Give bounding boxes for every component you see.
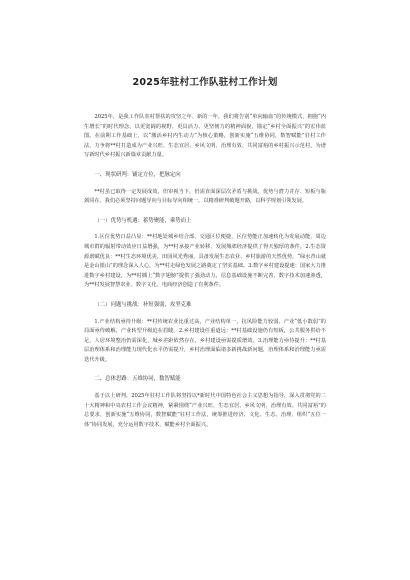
section-2-paragraph: 基于以上研判，2025年驻村工作队将坚持以*新时代中国特色社会主义思想为指导，深入贯彻党的二十大精神和中央农村工作会议精神，紧紧围绕“产业兴旺、生态宜居、乡风文明、治理有效、共同富裕”的总要求，创新实施“五维协同，数智赋能”驻村工作法，统筹推进经济、文化、生态、治理、组织“五位一体”协同发展，充分运用数字技术，赋能乡村全面振兴。 (84, 393, 326, 428)
subsection-1-paragraph: 1.区位优势日益凸显：**村地处城乡结合部，交通区位便捷，区位势能正加速转化为发展动能，周边城市群的辐射带动效应日益增强，为**村承接产业转移、发展城郊经济提供了得天独厚的条件。2.生态资源禀赋优良：**村生态环境优美，田园风光秀丽，具备发展生态农业、乡村旅游的天然优势，“绿水青山就是金山银山”的理念深入人心，为**村走绿色发展之路奠定了坚实基础。3.数字乡村建设提速：国家大力推进数字乡村建设，为**村插上“数字翅膀”提供了强劲动力，信息基础设施不断完善，数字技术加速渗透，为**村发展智慧农业、数字文化、电商经济创造了有利条件。 (84, 234, 326, 289)
spacer (84, 385, 326, 392)
section-1-intro-paragraph: **村虽已取得一定发展成效，但审视当下，仍需直面深层次矛盾与挑战，优势与潜力并存、短板与瓶颈同在。我们必须坚持问题导向与目标导向相统一，以精准研判破题开路，以科学规划引领发展。 (84, 188, 326, 205)
section-1-heading: 一、现状研判：铺定方位，把脉定向 (94, 171, 181, 178)
document-title: 2025年驻村工作队驻村工作计划 (132, 77, 278, 88)
section-2-heading: 二、总体思路：五维协同，数智赋能 (94, 376, 181, 383)
spacer (84, 311, 326, 318)
subsection-2-heading: （二）问题与挑战：补短强弱，攻坚克难 (94, 301, 192, 308)
spacer (84, 181, 326, 188)
subsection-1-heading: （一）优势与机遇：蓄势聚能，乘势而上 (94, 217, 192, 224)
spacer (84, 291, 326, 301)
subsection-2-paragraph: 1.产业结构亟待升级：**村传统农业比重过高，产业结构单一，抗风险能力较弱，产业“低小散弱”的局面亟待破解，产业转型升级迫在眉睫。2.乡村建设任重道远：**村基础设施仍有短板，公共服务供给不足，人居环境整治仍需深化，城乡差距依然存在，乡村建设亟需提质增效。3.治理能力亟待提升：**村基层治理体系和治理能力现代化水平仍需提升，乡村治理面临诸多新挑战新问题，治理体系和治理能力亟需迭代升级。 (84, 318, 326, 363)
spacer (84, 365, 326, 375)
spacer (84, 207, 326, 217)
spacer (84, 161, 326, 171)
intro-paragraph: 2025年，是我工作队驻村帮扶的攻坚之年、新的一年，我们将告别“单向输血”的传统模式，拥抱“内生增长”的时代理念，以更宽阔的视野、更具活力、更坚韧力的精神面貌，锚定“乡村全面振兴”的宏伟蓝图。在前期工作基础上，以“激活乡村内生动力”为核心策略，创新实施“五维协同，数智赋能”驻村工作法，力争将**村打造成为产业兴旺、生态宜居、乡风文明、治理有效、共同富裕的乡村振兴示范村，为谱写新时代乡村振兴新篇章贡献力量。 (84, 114, 326, 159)
spacer (84, 226, 326, 233)
